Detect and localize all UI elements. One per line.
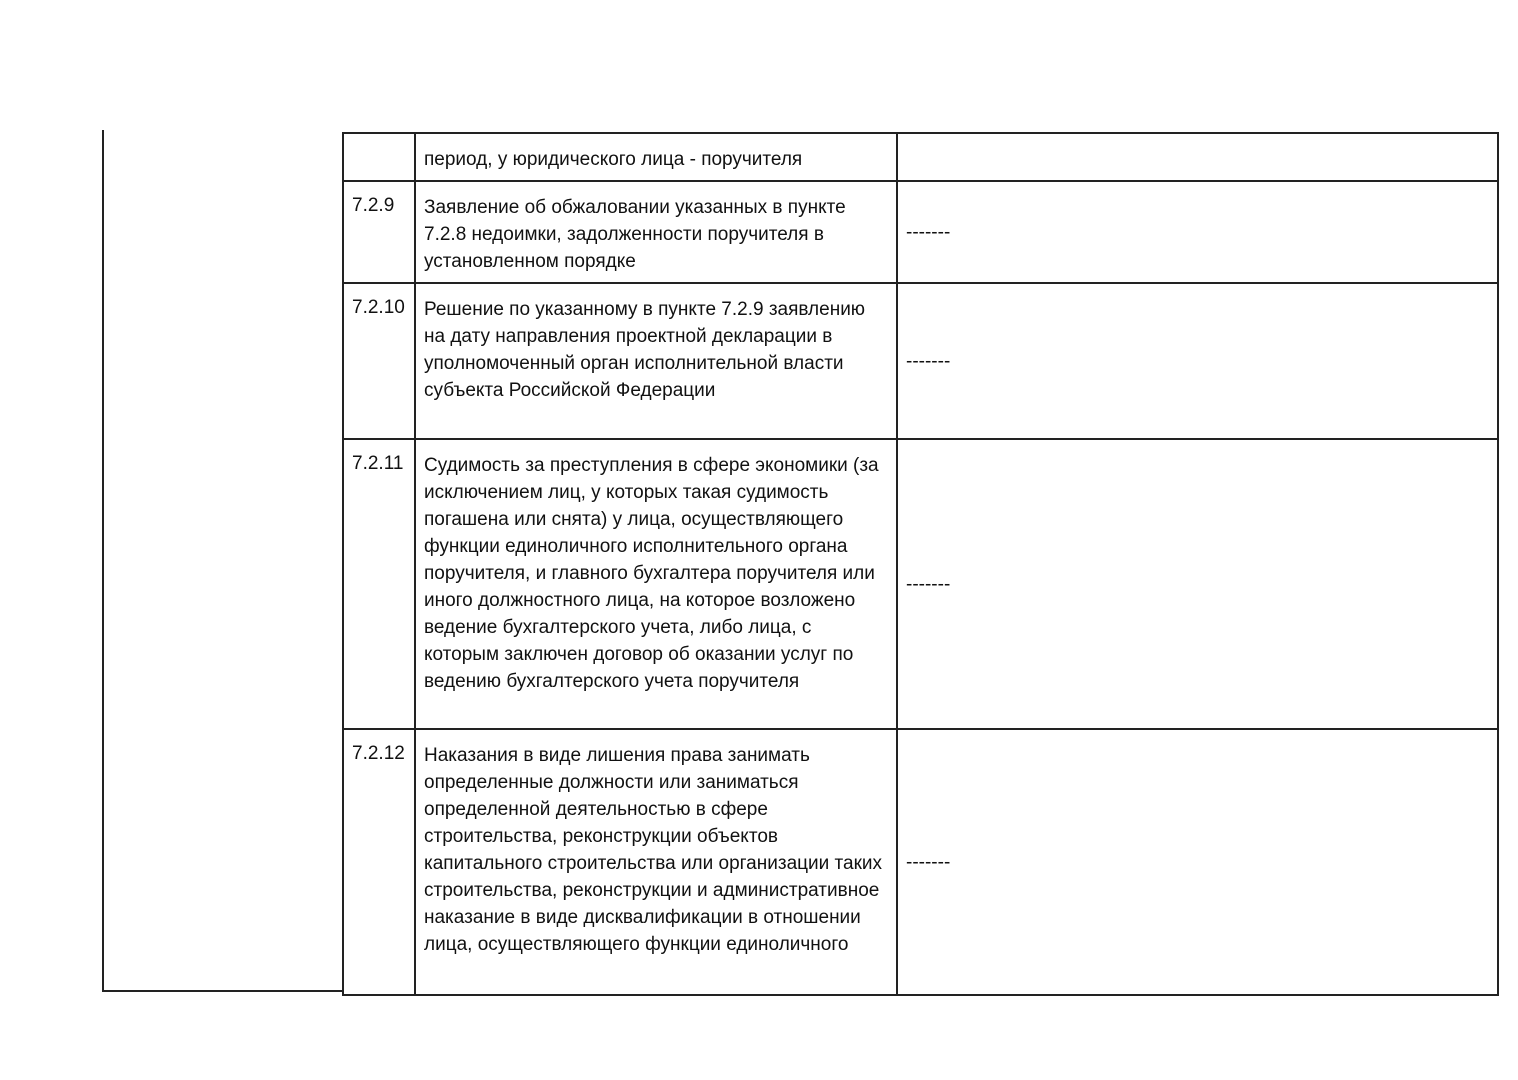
row-description xyxy=(415,439,897,729)
row-number: 7.2.9 xyxy=(343,181,415,283)
row-description xyxy=(415,283,897,439)
row-value xyxy=(897,133,1498,181)
row-number: 7.2.12 xyxy=(343,729,415,995)
row-number: 7.2.10 xyxy=(343,283,415,439)
row-number: 7.2.11 xyxy=(343,439,415,729)
row-description xyxy=(415,181,897,283)
disclosure-table xyxy=(342,132,1499,996)
table-row xyxy=(343,181,1498,283)
row-description-text: Судимость за преступления в сфере экономики (за исключением лиц, у которых такая судимость погашена или снята) у лица, осуществляющего функции единоличного исполнительного органа поручителя, и главного бухгалтера поручителя или иного должностного лица, на которое возложено ведение бухгалтерского учета, либо лица, с которым заключен договор об оказании услуг по ведению бухгалтерского учета поручителя xyxy=(424,455,879,692)
table-row xyxy=(343,283,1498,439)
row-description-text: Заявление об обжаловании указанных в пункте 7.2.8 недоимки, задолженности поручителя в установленном порядке xyxy=(424,197,846,272)
row-description xyxy=(415,133,897,181)
row-number xyxy=(343,133,415,181)
table-row xyxy=(343,439,1498,729)
table-row xyxy=(343,133,1498,181)
row-value: ------- xyxy=(897,729,1498,995)
table-row xyxy=(343,729,1498,995)
row-description-text: период, у юридического лица - поручителя xyxy=(424,149,803,170)
row-value: ------- xyxy=(897,439,1498,729)
row-value: ------- xyxy=(897,181,1498,283)
row-description-text: Решение по указанному в пункте 7.2.9 заявлению на дату направления проектной декларации в уполномоченный орган исполнительной власти субъекта Российской Федерации xyxy=(424,299,866,401)
row-description xyxy=(415,729,897,995)
section-column-outline xyxy=(102,130,342,992)
row-description-text: Наказания в виде лишения права занимать определенные должности или заниматься определенной деятельностью в сфере строительства, реконструкции объектов капитального строительства или организации таких строительства, реконструкции и административное наказание в виде дисквалификации в отношении лица, осуществляющего функции единоличного xyxy=(424,745,883,955)
row-value: ------- xyxy=(897,283,1498,439)
